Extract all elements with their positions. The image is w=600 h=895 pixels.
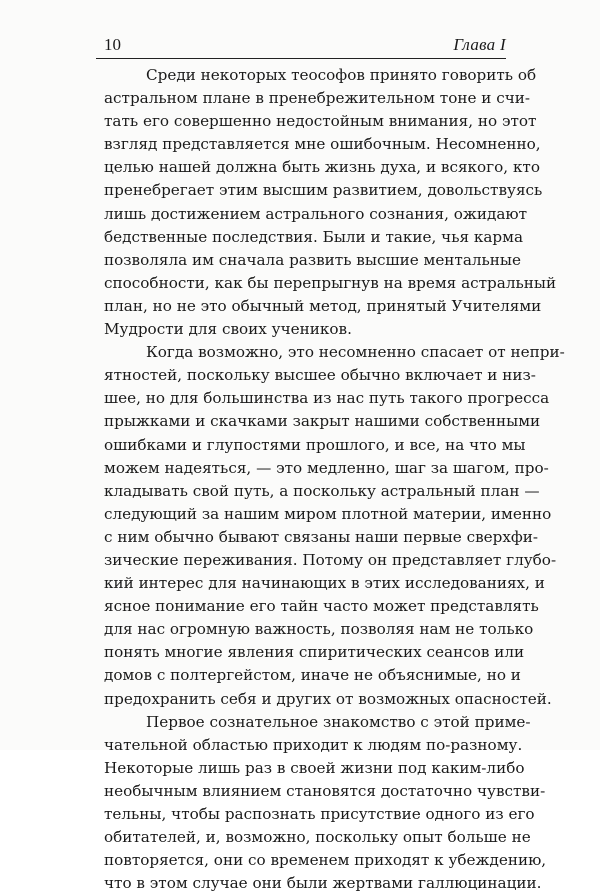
- text-line: ясное понимание его тайн часто может представлять: [104, 597, 539, 616]
- text-line: понять многие явления спиритических сеансов или: [104, 643, 525, 662]
- text-line: чательной областью приходит к людям по-разному.: [104, 735, 523, 754]
- text-line: прыжками и скачками закрыт нашими собственными: [104, 412, 541, 431]
- chapter-title: Глава I: [453, 35, 506, 54]
- text-line: астральном плане в пренебрежительном тоне и счи-: [104, 89, 531, 108]
- page-number: 10: [104, 35, 121, 54]
- text-line: лишь достижением астрального сознания, ожидают: [104, 204, 528, 223]
- text-line: план, но не это обычный метод, принятый Учителями: [104, 296, 542, 315]
- text-line: можем надеяться, — это медленно, шаг за шагом, про-: [104, 458, 549, 477]
- text-line: следующий за нашим миром плотной материи, именно: [104, 504, 552, 523]
- text-line: Среди некоторых теософов принято говорить об: [146, 66, 537, 84]
- text-line: тать его совершенно недостойным внимания, но этот: [104, 112, 537, 131]
- body-text: [104, 64, 565, 895]
- text-line: целью нашей должна быть жизнь духа, и всякого, кто: [104, 158, 540, 177]
- text-line: что в этом случае они были жертвами галлюцинации.: [104, 874, 542, 893]
- text-line: обитателей, и, возможно, поскольку опыт больше не: [104, 828, 531, 847]
- text-line: с ним обычно бывают связаны наши первые сверхфи-: [104, 527, 539, 546]
- text-line: Некоторые лишь раз в своей жизни под каким-либо: [104, 758, 525, 777]
- text-line: пренебрегает этим высшим развитием, довольствуясь: [104, 181, 543, 200]
- text-line: Когда возможно, это несомненно спасает от непри-: [146, 343, 565, 362]
- text-line: тельны, чтобы распознать присутствие одного из его: [104, 805, 535, 823]
- text-line: кладывать свой путь, а поскольку астральный план —: [104, 481, 540, 500]
- text-line: ошибками и глупостями прошлого, и все, на что мы: [104, 435, 526, 454]
- text-line: способности, как бы перепрыгнув на время астральный: [104, 273, 557, 292]
- text-line: необычным влиянием становятся достаточно чувстви-: [104, 781, 546, 800]
- text-line: шее, но для большинства из нас путь такого прогресса: [104, 389, 550, 408]
- text-line: для нас огромную важность, позволяя нам не только: [104, 620, 534, 639]
- text-line: зические переживания. Потому он представляет глубо-: [104, 550, 557, 569]
- text-line: ятностей, поскольку высшее обычно включает и низ-: [104, 366, 536, 385]
- text-line: бедственные последствия. Были и такие, чья карма: [104, 227, 524, 246]
- text-line: взгляд представляется мне ошибочным. Несомненно,: [104, 135, 541, 154]
- text-line: предохранить себя и других от возможных опасностей.: [104, 689, 552, 708]
- text-line: Мудрости для своих учеников.: [104, 320, 352, 339]
- text-line: повторяется, они со временем приходят к убеждению,: [104, 851, 547, 870]
- text-line: кий интерес для начинающих в этих исследованиях, и: [104, 574, 545, 593]
- text-line: позволяла им сначала развить высшие ментальные: [104, 250, 522, 269]
- running-head: [96, 34, 506, 56]
- text-line: домов с полтергейстом, иначе не объяснимые, но и: [104, 666, 521, 685]
- text-line: Первое сознательное знакомство с этой приме-: [146, 712, 531, 731]
- header-rule: [96, 58, 506, 59]
